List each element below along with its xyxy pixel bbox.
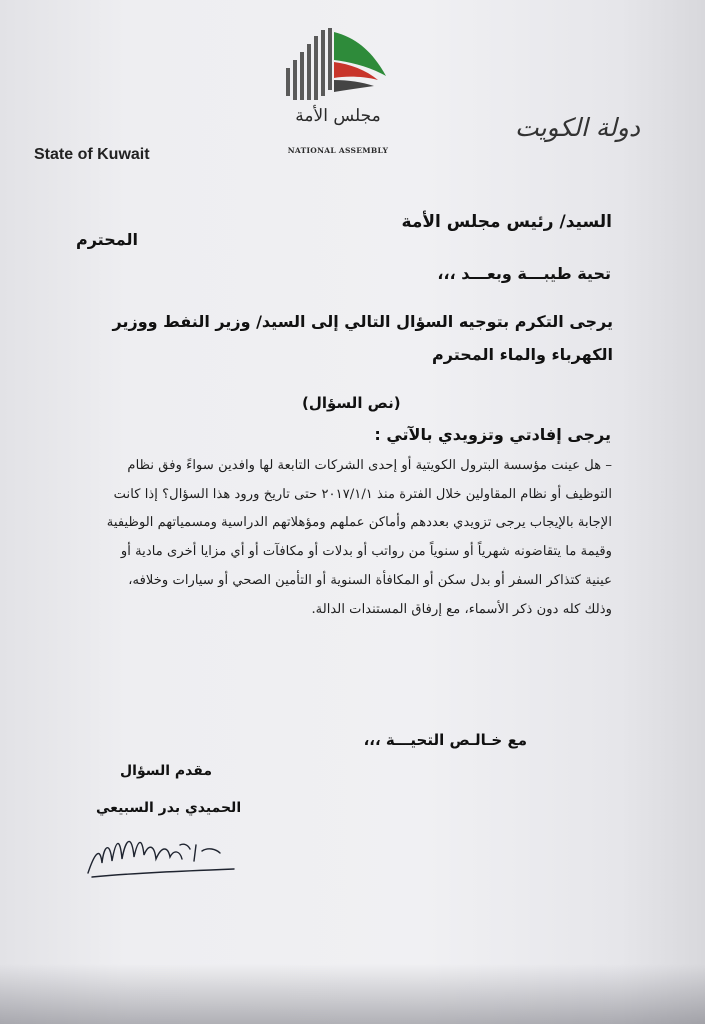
addressee: السيد/ رئيس مجلس الأمة	[401, 212, 612, 232]
handwritten-signature	[84, 815, 254, 885]
state-of-kuwait-ar: دولة الكويت	[515, 113, 640, 142]
question-body: – هل عينت مؤسسة البترول الكويتية أو إحدى الشركات التابعة لها وافدين سواءً وفق نظام التوظيف أو نظام المقاولين خلال الفترة منذ ٢٠١٧/١/١ حتى تاريخ ورود هذا السؤال؟ إذا كانت الإجابة بالإيجاب يرجى تزويدي بعددهم وأماكن عملهم ومؤهلاتهم الدراسية ومسمياتهم الوظيفية وقيمة ما يتقاضونه شهرياً أو سنوياً من رواتب أو بدلات أو مكافآت أو أي مزايا أخرى مادية أو عينية كتذاكر السفر أو بدل سكن أو المكافأة السنوية أو التأمين الصحي أو سيارات وخلافه، وذلك كله دون ذكر الأسماء، مع إرفاق المستندات الدالة.	[106, 458, 612, 617]
presenter-name: الحميدي بدر السبيعي	[96, 800, 242, 816]
presenter-label: مقدم السؤال	[120, 763, 212, 779]
question-heading: (نص السؤال)	[302, 394, 401, 412]
respected-title: المحترم	[76, 230, 138, 249]
national-assembly-logo	[278, 24, 398, 164]
request-paragraph: يرجى التكرم بتوجيه السؤال التالي إلى السيد/ وزير النفط ووزير الكهرباء والماء المحترم	[112, 312, 613, 364]
logo-pillars-icon	[286, 28, 332, 100]
logo-flag-sails-icon	[334, 32, 386, 92]
provide-line: يرجى إفادتي وتزويدي بالآتي :	[374, 425, 611, 444]
page-shadow	[0, 964, 705, 1024]
state-of-kuwait-en: State of Kuwait	[34, 146, 150, 163]
greeting: تحية طيبـــة وبعـــد ،،،	[437, 264, 611, 283]
logo-arabic-name: مجلس الأمة	[295, 106, 381, 126]
closing: مع خـالـص التحيـــة ،،،	[363, 731, 527, 749]
logo-english-name: NATIONAL ASSEMBLY	[287, 146, 389, 155]
